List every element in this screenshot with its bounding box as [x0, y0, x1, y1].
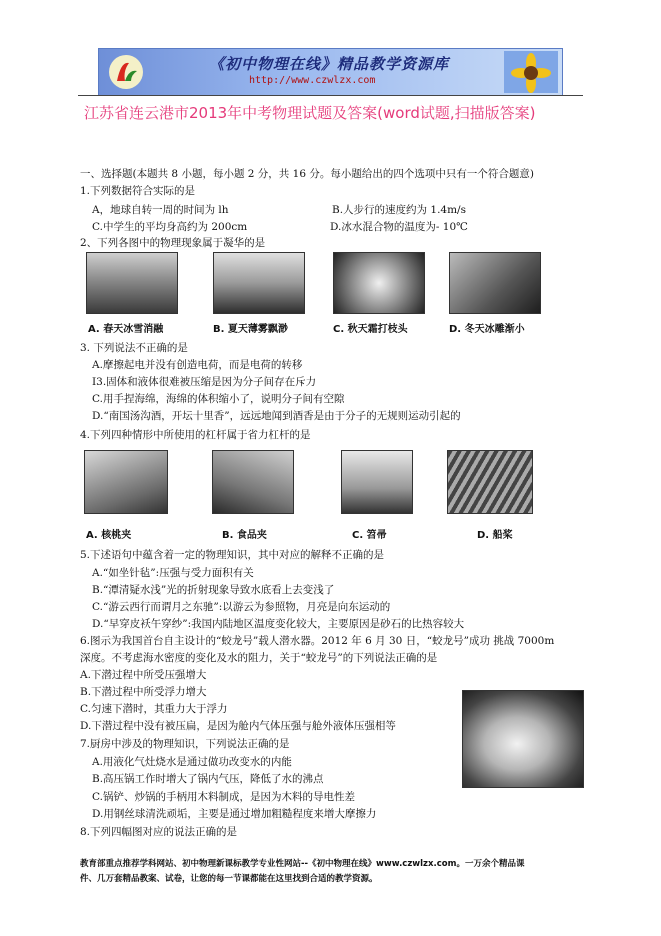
q6-option-c: C.匀速下潜时，其重力大于浮力	[80, 703, 228, 715]
q4-photo-a	[84, 450, 168, 514]
q2-photo-a	[86, 252, 178, 314]
q5-option-d: D.“早穿皮袄午穿纱”:我国内陆地区温度变化较大，主要原因是砂石的比热容较大	[92, 618, 465, 630]
q2-caption-a: A. 春天冰雪消融	[88, 324, 164, 335]
q7-option-a: A.用液化气灶烧水是通过做功改变水的内能	[92, 756, 292, 768]
q4-caption-d: D. 船桨	[477, 530, 513, 541]
q8-stem: 8.下列四幅图对应的说法正确的是	[80, 826, 238, 838]
q1-option-c: C.中学生的平均身高约为 200cm	[92, 221, 248, 233]
q3-stem: 3. 下列说法不正确的是	[80, 342, 188, 354]
q1-option-b: B.人步行的速度约为 1.4m/s	[332, 204, 466, 216]
q7-option-b: B.高压锅工作时增大了锅内气压，降低了水的沸点	[92, 773, 324, 785]
header-divider	[78, 95, 583, 96]
q2-caption-c: C. 秋天霜打枝头	[333, 324, 408, 335]
q6-stem-line2: 深度。不考虑海水密度的变化及水的阻力，关于“蛟龙号”的下列说法正确的是	[80, 652, 438, 664]
q3-option-d: D.“南国汤沟酒，开坛十里香”，远远地闻到酒香是由于分子的无规则运动引起的	[92, 410, 461, 422]
footer-line-2: 件、几万套精品教案、试卷，让您的每一节课都能在这里找到合适的教学资源。	[80, 874, 378, 884]
q6-stem-line1: 6.图示为我国首台自主设计的“蛟龙号”载人潜水器。2012 年 6 月 30 日，“蛟龙号”成功 挑战 7000m	[80, 635, 555, 647]
q2-photo-c	[333, 252, 425, 314]
q2-stem: 2、下列各图中的物理现象属于凝华的是	[80, 237, 266, 249]
q7-stem: 7.厨房中涉及的物理知识，下列说法正确的是	[80, 738, 290, 750]
q7-option-c: C.锅铲、炒锅的手柄用木料制成，是因为木料的导电性差	[92, 791, 355, 803]
q5-stem: 5.下述语句中蕴含着一定的物理知识，其中对应的解释不正确的是	[80, 549, 385, 561]
sunflower-icon	[504, 51, 558, 93]
q1-option-d: D.冰水混合物的温度为- 10℃	[330, 221, 468, 233]
section-heading: 一、选择题(本题共 8 小题，每小题 2 分，共 16 分。每小题给出的四个选项中只有一个符合题意)	[80, 168, 534, 180]
q4-photo-b	[212, 450, 294, 514]
q7-option-d: D.用钢丝球清洗顽垢，主要是通过增加粗糙程度来增大摩擦力	[92, 808, 377, 820]
jiaolong-submersible-photo	[462, 690, 584, 788]
q4-caption-a: A. 核桃夹	[86, 530, 132, 541]
q4-caption-c: C. 笤帚	[352, 530, 387, 541]
site-banner	[98, 48, 563, 96]
banner-title: 《初中物理在线》精品教学资源库	[209, 55, 450, 73]
q3-option-c: C.用手捏海绵，海绵的体积缩小了，说明分子间有空隙	[92, 393, 345, 405]
q5-option-b: B.“潭清疑水浅”光的折射现象导致水底看上去变浅了	[92, 584, 335, 596]
q5-option-c: C.“游云西行而谓月之东驰”:以游云为参照物，月亮是向东运动的	[92, 601, 391, 613]
q6-option-d: D.下潜过程中没有被压扁，是因为舱内气体压强与舱外液体压强相等	[80, 720, 396, 732]
q4-stem: 4.下列四种情形中所使用的杠杆属于省力杠杆的是	[80, 429, 311, 441]
site-logo-icon	[107, 53, 145, 91]
q4-photo-d	[447, 450, 533, 514]
q5-option-a: A.“如坐针毡”:压强与受力面积有关	[92, 567, 254, 579]
q2-photo-d	[449, 252, 541, 314]
q3-option-b: I3.固体和液体很难被压缩是因为分子间存在斥力	[92, 376, 317, 388]
q1-option-a: A，地球自转一周的时间为 lh	[92, 204, 229, 216]
footer-line-1: 教育部重点推荐学科网站、初中物理新课标教学专业性网站--《初中物理在线》www.czwlzx.com。一万余个精品课	[80, 859, 525, 869]
q1-stem: 1.下列数据符合实际的是	[80, 185, 196, 197]
q3-option-a: A.摩擦起电并没有创造电荷，而是电荷的转移	[92, 359, 303, 371]
q2-caption-b: B. 夏天薄雾飘渺	[213, 324, 288, 335]
q4-caption-b: B. 食品夹	[222, 530, 267, 541]
q2-photo-b	[213, 252, 305, 314]
q2-caption-d: D. 冬天冰雕渐小	[449, 324, 525, 335]
q6-option-b: B.下潜过程中所受浮力增大	[80, 686, 207, 698]
banner-url[interactable]: http://www.czwlzx.com	[249, 75, 376, 86]
q6-option-a: A.下潜过程中所受压强增大	[80, 669, 207, 681]
document-title: 江苏省连云港市2013年中考物理试题及答案(word试题,扫描版答案)	[84, 104, 536, 122]
q4-photo-c	[341, 450, 413, 514]
